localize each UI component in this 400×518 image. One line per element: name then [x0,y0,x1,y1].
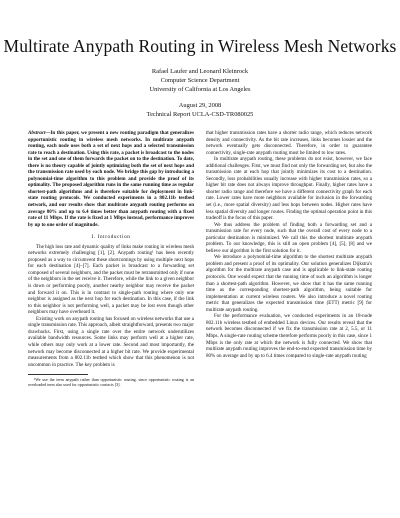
section-heading: I. Introduction [91,234,131,241]
paragraph: For the performance evaluation, we conducted experiments in an 18-node 802.11b wireless testbed of embedded Linux devices. Our results reveal that the network becomes disconnected if we fix the transmission rate at 2, 5.5, or 11 Mbps. A single-rate routing scheme therefore performs poorly in this case, since 1 Mbps is the only rate at which the network is fully connected. We show that multirate anypath routing improves the end-to-end expected transmission time by 80% on average and by up to 6.4 times compared to single-rate anypath routing [206,313,372,359]
report-date: August 29, 2008 [178,102,222,109]
report-number: Technical Report UCLA-CSD-TR080025 [146,111,254,118]
paragraph: Existing work on anypath routing has focused on wireless networks that use a single transmission rate. This approach, albeit straightforward, presents two major drawbacks. First, using a single rate over the entire network underutilizes available bandwidth resources. Some links may perform well at a higher rate, while others may only work at a lower rate. Second and most importantly, the network may become disconnected at a higher bit rate. We provide experimental measurements from a 802.11b testbed which show that this phenomenon is not uncommon in practice. The key problem is [28,315,194,368]
affiliation-department: Computer Science Department [160,77,240,84]
abstract-text: —In this paper, we present a new routing paradigm that generalizes opportunistic routing in wireless mesh networks. In multirate anypath routing, each node uses both a set of next hops and a selected transmission rate to reach a destination. Using this rate, a packet is broadcast to the nodes in the set and one of them forwards the packet on to the destination. To date, there is no theory capable of jointly optimizing both the set of next hops and the transmission rate used by each node. We bridge this gap by introducing a polynomial-time algorithm to this problem and provide the proof of its optimality. The proposed algorithm runs in the same running time as regular shortest-path algorithms and is therefore suitable for deployment in link-state routing protocols. We conducted experiments in a 802.11b testbed network, and our results show that multirate anypath routing performs on average 80% and up to 6.4 times better than anypath routing with a fixed rate of 11 Mbps. If the rate is fixed at 1 Mbps instead, performance improves by up to one order of magnitude. [28,130,194,228]
abstract [28,130,194,228]
right-column [206,130,372,359]
affiliation-university: University of California at Los Angeles [149,86,251,93]
authors: Rafael Laufer and Leonard Kleinrock [151,68,249,75]
paragraph: We introduce a polynomial-time algorithm to the shortest multirate anypath problem and present a proof of its optimality. Our solution generalizes Dijkstra's algorithm for the multirate anypath case and is applicable to link-state routing protocols. One would expect that the running time of such an algorithm is longer than a shortest-path algorithm. However, we show that it has the same running time as the corresponding shortest-path algorithm, being suitable for implementation at current wireless routers. We also introduce a novel routing metric that generalizes the expected transmission time (ETT) metric [9] for multirate anypath routing. [206,254,372,313]
paragraph: In multirate anypath routing, these problems do not exist, however, we face additional challenges. First, we must find not only the forwarding set, but also the transmission rate at each hop that jointly minimizes its cost to a destination. Secondly, loss probabilities usually increase with higher transmission rates, so a higher bit rate does not always improve throughput. Finally, higher rates have a shorter radio range and therefore we have a different connectivity graph for each rate. Lower rates have more neighbors available for inclusion in the forwarding set (i.e., more spatial diversity) and less hops between nodes. Higher rates have less spatial diversity and longer routes. Finding the optimal operation point in this tradeoff is the focus of this paper. [206,156,372,222]
footnote: ¹We use the term anypath rather than opportunistic routing, since opportunistic routing is an overloaded term also used for opportunistic contacts [3]. [28,377,194,388]
paper-title: Multirate Anypath Routing in Wireless Mesh Networks [3,36,397,56]
abstract-label: Abstract [28,130,46,136]
paragraph: The high loss rate and dynamic quality of links make routing in wireless mesh networks extremely challenging [1], [2]. Anypath routing¹ has been recently proposed as a way to circumvent these shortcomings by using multiple next hops for each destination [4]–[7]. Each packet is broadcast to a forwarding set composed of several neighbors, and the packet must be retransmitted only if none of the neighbors in the set receive it. Therefore, while the link to a given neighbor is down or performing poorly, another nearby neighbor may receive the packet and forward it on. This is in contrast to single-path routing where only one neighbor is assigned as the next hop for each destination. In this case, if the link to this neighbor is not performing well, a packet may be lost even though other neighbors may have overheard it. [28,243,194,316]
left-column [28,130,194,388]
footnote-divider [28,374,88,375]
paragraph: We thus address the problem of finding both a forwarding set and a transmission rate for every node, such that the overall cost of every node to a particular destination is minimized. We call this the shortest multirate anypath problem. To our knowledge, this is still an open problem [4], [5], [8] and we believe our algorithm is the first solution for it. [206,221,372,254]
paragraph: that higher transmission rates have a shorter radio range, which reduces network density and connectivity. As the bit rate increases, links becomes lossier and the network eventually gets disconnected. Therefore, in order to guarantee connectivity, single-rate anypath routing must be limited to low rates. [206,130,372,156]
